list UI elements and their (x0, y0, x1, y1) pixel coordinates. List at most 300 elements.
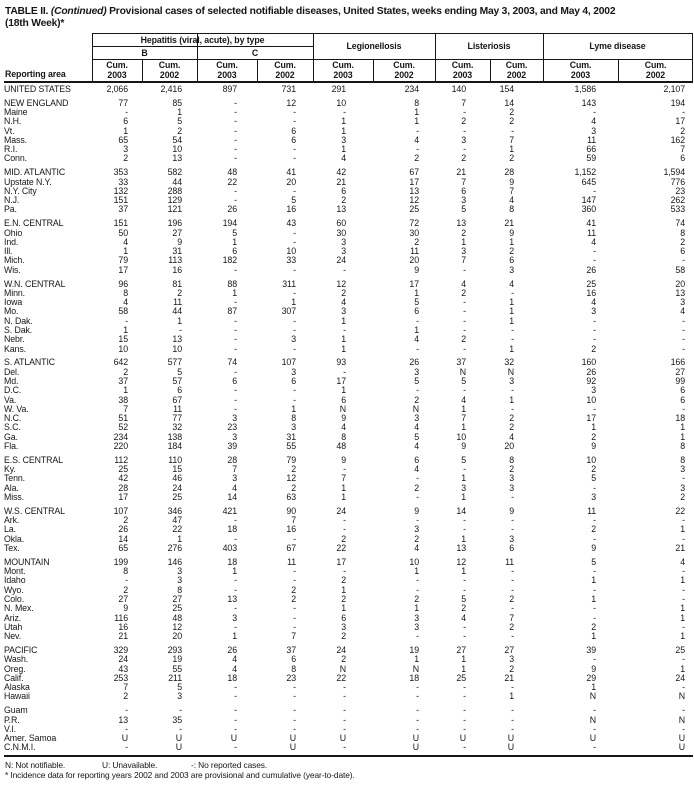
value-cell: 18 (409, 673, 419, 683)
value-cell: - (234, 576, 237, 586)
value-cell: - (463, 344, 466, 354)
value-cell: N (678, 692, 685, 702)
value-cell: 3 (509, 474, 514, 484)
value-cell: 3 (591, 493, 596, 503)
table-row (4, 586, 694, 595)
value-cell: - (343, 525, 346, 535)
value-cell: 47 (172, 516, 182, 526)
hepatitis-group-header: Hepatitis (viral, acute), by type (140, 34, 265, 45)
reporting-area-cell: Tenn. (4, 474, 26, 484)
value-cell: 6 (177, 386, 182, 396)
value-cell: 1 (461, 655, 466, 665)
value-cell: - (179, 326, 182, 335)
reporting-area-cell: Alaska (4, 683, 30, 693)
value-cell: 2 (291, 465, 296, 475)
value-cell: 3 (414, 525, 419, 535)
value-cell: - (234, 154, 237, 164)
value-cell: 1 (232, 237, 237, 247)
region-row (4, 85, 694, 94)
value-cell: 12 (286, 98, 296, 108)
value-cell: 1,594 (663, 168, 685, 178)
title-text: Provisional cases of selected notifiable diseases, United States, weeks ending May 3, 2003, and May 4, 2002 (109, 6, 616, 17)
value-cell: 4 (123, 298, 128, 308)
value-cell: 234 (404, 84, 419, 94)
value-cell: - (463, 683, 466, 693)
table-section (0, 646, 694, 702)
value-cell: - (293, 683, 296, 693)
value-cell: 1 (123, 126, 128, 136)
value-cell: - (234, 404, 237, 414)
value-cell: 26 (227, 646, 237, 655)
value-cell: - (234, 715, 237, 725)
value-cell: 2 (509, 117, 514, 127)
value-cell: - (234, 298, 237, 308)
value-cell: - (511, 493, 514, 503)
value-cell: - (463, 265, 466, 275)
value-cell: 4 (414, 465, 419, 475)
table-row (4, 187, 694, 196)
region-row (4, 280, 694, 289)
value-cell: 2,107 (663, 84, 685, 94)
value-cell: 22 (336, 544, 346, 554)
value-cell: 4 (414, 335, 419, 345)
reporting-area-cell: S. Dak. (4, 326, 33, 335)
title-continued: (Continued) (50, 6, 107, 17)
value-cell: U (507, 743, 514, 753)
value-cell: 2 (591, 465, 596, 475)
value-cell: 3 (414, 622, 419, 632)
value-cell: 5 (177, 683, 182, 693)
value-cell: - (293, 622, 296, 632)
value-cell: 3 (177, 576, 182, 586)
value-cell: - (511, 604, 514, 614)
value-cell: 5 (232, 228, 237, 238)
value-cell: 2 (680, 237, 685, 247)
value-cell: 10 (586, 455, 596, 465)
value-cell: 79 (286, 455, 296, 465)
value-cell: - (343, 265, 346, 275)
value-cell: 9 (591, 442, 596, 452)
value-cell: 4 (123, 237, 128, 247)
value-cell: 3 (461, 483, 466, 493)
reporting-area-cell: Guam (4, 706, 28, 716)
reporting-area-cell: Idaho (4, 576, 26, 586)
value-cell: 184 (167, 442, 182, 452)
reporting-area-cell: N.J. (4, 196, 20, 206)
reporting-area-cell: Tex. (4, 544, 20, 554)
reporting-area-header: Reporting area (5, 68, 66, 79)
value-cell: - (125, 576, 128, 586)
reporting-area-cell: Mont. (4, 567, 26, 577)
cum-header (92, 61, 142, 81)
value-cell: 22 (675, 506, 685, 516)
value-cell: - (293, 724, 296, 734)
value-cell: - (234, 516, 237, 526)
value-cell: - (343, 367, 346, 377)
value-cell: 26 (586, 367, 596, 377)
value-cell: 27 (504, 646, 514, 655)
value-cell: 1 (591, 632, 596, 642)
hepatitis-b-header: B (141, 47, 148, 58)
value-cell: 10 (118, 344, 128, 354)
value-cell: 7 (232, 465, 237, 475)
value-cell: 8 (414, 98, 419, 108)
cum-header (543, 61, 618, 81)
value-cell: 645 (581, 177, 596, 187)
value-cell: - (682, 585, 685, 595)
table-row (4, 567, 694, 576)
value-cell: 2 (414, 534, 419, 544)
value-cell: 1 (680, 576, 685, 586)
value-cell: - (234, 316, 237, 326)
value-cell: - (343, 326, 346, 335)
value-cell: 6 (680, 154, 685, 164)
value-cell: 33 (118, 177, 128, 187)
value-cell: - (511, 576, 514, 586)
legionellosis-header: Legionellosis (346, 40, 402, 51)
reporting-area-cell: Nev. (4, 632, 22, 642)
value-cell: 1 (591, 683, 596, 693)
value-cell: U (289, 743, 296, 753)
value-cell: 32 (504, 358, 514, 368)
value-cell: 276 (167, 544, 182, 554)
value-cell: - (343, 692, 346, 702)
value-cell: 39 (586, 646, 596, 655)
year-label: 2002 (506, 69, 527, 80)
value-cell: - (682, 316, 685, 326)
value-cell: 577 (167, 358, 182, 368)
value-cell: 2 (591, 525, 596, 535)
reporting-area-cell: N.H. (4, 117, 22, 127)
value-cell: 37 (118, 205, 128, 215)
value-cell: 2 (509, 595, 514, 605)
value-cell: 19 (172, 655, 182, 665)
value-cell: 4 (232, 664, 237, 674)
value-cell: 13 (172, 154, 182, 164)
value-cell: 2 (341, 196, 346, 206)
value-cell: - (682, 326, 685, 335)
value-cell: 16 (286, 205, 296, 215)
value-cell: 11 (587, 228, 596, 238)
value-cell: 21 (675, 544, 685, 554)
value-cell: 6 (341, 395, 346, 405)
value-cell: 3 (177, 567, 182, 577)
value-cell: 3 (509, 534, 514, 544)
value-cell: 6 (291, 126, 296, 136)
value-cell: 21 (504, 219, 514, 229)
value-cell: 2 (341, 534, 346, 544)
value-cell: 13 (456, 219, 466, 229)
value-cell: - (682, 344, 685, 354)
reporting-area-cell: N. Dak. (4, 316, 33, 326)
value-cell: 26 (586, 265, 596, 275)
value-cell: 3 (591, 126, 596, 136)
value-cell: - (293, 534, 296, 544)
reporting-area-cell: Pa. (4, 205, 17, 215)
value-cell: 220 (113, 442, 128, 452)
value-cell: 28 (227, 455, 237, 465)
value-cell: 23 (675, 186, 685, 196)
value-cell: 3 (232, 414, 237, 424)
table-section (0, 85, 694, 94)
value-cell: - (511, 715, 514, 725)
value-cell: - (593, 724, 596, 734)
year-label: 2003 (452, 69, 473, 80)
value-cell: 1 (341, 585, 346, 595)
value-cell: 11 (287, 557, 296, 567)
value-cell: 24 (336, 646, 346, 655)
reporting-area-cell: Va. (4, 395, 17, 405)
table-row (4, 396, 694, 405)
value-cell: 6 (680, 247, 685, 257)
value-cell: 2 (414, 595, 419, 605)
value-cell: 81 (172, 279, 182, 289)
reporting-area-cell: S. ATLANTIC (4, 358, 56, 368)
value-cell: 1 (177, 107, 182, 117)
reporting-area-cell: Nebr. (4, 335, 25, 345)
value-cell: 1 (680, 632, 685, 642)
value-cell: 4 (591, 298, 596, 308)
cum-label: Cum. (216, 59, 238, 70)
table-row (4, 335, 694, 344)
value-cell: - (682, 474, 685, 484)
reporting-area-cell: MOUNTAIN (4, 557, 50, 567)
value-cell: - (293, 265, 296, 275)
value-cell: 17 (118, 265, 128, 275)
table-row (4, 317, 694, 326)
value-cell: - (416, 683, 419, 693)
value-cell: 74 (227, 358, 237, 368)
value-cell: 3 (414, 367, 419, 377)
table-row (4, 414, 694, 423)
value-cell: 2 (461, 154, 466, 164)
table-section (0, 99, 694, 164)
value-cell: - (593, 335, 596, 345)
value-cell: - (593, 256, 596, 266)
year-label: 2002 (645, 69, 666, 80)
value-cell: 11 (173, 298, 182, 308)
value-cell: 7 (509, 135, 514, 145)
value-cell: - (234, 743, 237, 753)
table-row (4, 307, 694, 316)
value-cell: 44 (172, 177, 182, 187)
value-cell: 23 (227, 423, 237, 433)
table-row (4, 725, 694, 734)
value-cell: 6 (414, 307, 419, 317)
value-cell: 6 (232, 376, 237, 386)
value-cell: 3 (461, 247, 466, 257)
value-cell: - (463, 706, 466, 716)
value-cell: 2 (341, 632, 346, 642)
value-cell: 1 (341, 335, 346, 345)
value-cell: - (234, 724, 237, 734)
footnote-legend (5, 760, 694, 771)
value-cell: - (293, 706, 296, 716)
value-cell: 90 (286, 506, 296, 516)
value-cell: - (416, 692, 419, 702)
reporting-area-cell: P.R. (4, 715, 20, 725)
value-cell: 1 (509, 692, 514, 702)
value-cell: 27 (675, 367, 685, 377)
value-cell: - (463, 298, 466, 308)
table-row (4, 247, 694, 256)
value-cell: 642 (113, 358, 128, 368)
value-cell: 110 (168, 455, 182, 465)
table-row (4, 345, 694, 354)
reporting-area-cell: N.Y. City (4, 186, 37, 196)
value-cell: 1 (591, 423, 596, 433)
value-cell: U (339, 734, 346, 744)
value-cell: - (343, 516, 346, 526)
value-cell: - (593, 585, 596, 595)
value-cell: - (463, 692, 466, 702)
table-row (4, 716, 694, 725)
reporting-area-cell: Mo. (4, 307, 19, 317)
value-cell: 897 (222, 84, 237, 94)
value-cell: 48 (227, 168, 237, 178)
value-cell: 41 (286, 168, 296, 178)
value-cell: 60 (336, 219, 346, 229)
value-cell: 4 (680, 557, 685, 567)
value-cell: 6 (414, 455, 419, 465)
cum-label: Cum. (393, 59, 415, 70)
value-cell: 3 (509, 376, 514, 386)
reporting-area-cell: Ohio (4, 228, 23, 238)
value-cell: 2 (461, 335, 466, 345)
value-cell: - (234, 692, 237, 702)
value-cell: 6 (461, 186, 466, 196)
value-cell: - (125, 743, 128, 753)
value-cell: 4 (461, 395, 466, 405)
value-cell: - (511, 567, 514, 577)
value-cell: 291 (331, 84, 346, 94)
lyme-disease-header: Lyme disease (589, 40, 646, 51)
value-cell: 4 (509, 196, 514, 206)
value-cell: 3 (509, 265, 514, 275)
value-cell: 13 (456, 544, 466, 554)
region-row (4, 219, 694, 228)
value-cell: 1 (291, 404, 296, 414)
value-cell: U (589, 734, 596, 744)
value-cell: 7 (123, 683, 128, 693)
reporting-area-cell: Ill. (4, 247, 13, 257)
value-cell: 13 (118, 715, 128, 725)
value-cell: - (293, 228, 296, 238)
value-cell: 4 (680, 307, 685, 317)
value-cell: 4 (341, 154, 346, 164)
value-cell: N (459, 367, 466, 377)
reporting-area-cell: NEW ENGLAND (4, 98, 69, 108)
value-cell: 28 (118, 483, 128, 493)
value-cell: 5 (291, 196, 296, 206)
value-cell: 1 (123, 326, 128, 335)
year-label: 2003 (570, 69, 591, 80)
value-cell: 3 (232, 432, 237, 442)
value-cell: 182 (222, 256, 237, 266)
legend-not-notifiable: N: Not notifiable. (5, 759, 66, 770)
value-cell: 24 (172, 483, 182, 493)
value-cell: 151 (113, 196, 128, 206)
cum-label: Cum. (332, 59, 354, 70)
value-cell: 20 (286, 177, 296, 187)
value-cell: 9 (591, 544, 596, 554)
value-cell: U (412, 743, 419, 753)
table-section (0, 219, 694, 275)
reporting-area-cell: Miss. (4, 493, 25, 503)
value-cell: 2 (461, 117, 466, 127)
value-cell: 1 (341, 316, 346, 326)
value-cell: - (416, 632, 419, 642)
value-cell: - (293, 344, 296, 354)
value-cell: - (682, 706, 685, 716)
value-cell: 65 (118, 135, 128, 145)
value-cell: 5 (461, 205, 466, 215)
value-cell: U (175, 734, 182, 744)
value-cell: 151 (113, 219, 128, 229)
cum-label: Cum. (644, 59, 667, 70)
table-row (4, 108, 694, 117)
value-cell: 72 (409, 219, 419, 229)
value-cell: 4 (591, 237, 596, 247)
value-cell: 346 (167, 506, 182, 516)
value-cell: - (234, 107, 237, 117)
value-cell: 58 (118, 307, 128, 317)
value-cell: U (507, 734, 514, 744)
value-cell: 138 (167, 432, 182, 442)
table-section (0, 456, 694, 502)
reporting-area-cell: Mich. (4, 256, 25, 266)
title-line-1 (5, 6, 690, 18)
value-cell: 2 (414, 154, 419, 164)
value-cell: 1 (341, 483, 346, 493)
value-cell: 421 (222, 506, 237, 516)
value-cell: - (293, 186, 296, 196)
value-cell: 1 (123, 247, 128, 257)
cum-label: Cum. (451, 59, 474, 70)
table-row (4, 674, 694, 683)
value-cell: 6 (680, 386, 685, 396)
value-cell: 18 (227, 673, 237, 683)
value-cell: 27 (172, 595, 182, 605)
value-cell: 6 (232, 247, 237, 257)
reporting-area-cell: V.I. (4, 724, 16, 734)
value-cell: 1 (509, 145, 514, 155)
value-cell: 55 (286, 442, 296, 452)
value-cell: 8 (291, 414, 296, 424)
value-cell: 3 (591, 307, 596, 317)
value-cell: 1 (341, 344, 346, 354)
reporting-area-cell: W.S. CENTRAL (4, 506, 65, 516)
value-cell: - (234, 622, 237, 632)
value-cell: 6 (341, 613, 346, 623)
value-cell: 9 (509, 228, 514, 238)
reporting-area-cell: Ark. (4, 516, 20, 526)
value-cell: 22 (336, 673, 346, 683)
value-cell: 9 (414, 265, 419, 275)
table-row (4, 623, 694, 632)
value-cell: 4 (591, 117, 596, 127)
cum-label: Cum. (106, 59, 128, 70)
value-cell: 1 (341, 493, 346, 503)
value-cell: 16 (586, 288, 596, 298)
reporting-area-cell: UNITED STATES (4, 84, 71, 94)
value-cell: - (511, 585, 514, 595)
value-cell: 37 (118, 376, 128, 386)
value-cell: - (463, 386, 466, 396)
value-cell: - (593, 326, 596, 335)
value-cell: - (511, 706, 514, 716)
region-row (4, 507, 694, 516)
